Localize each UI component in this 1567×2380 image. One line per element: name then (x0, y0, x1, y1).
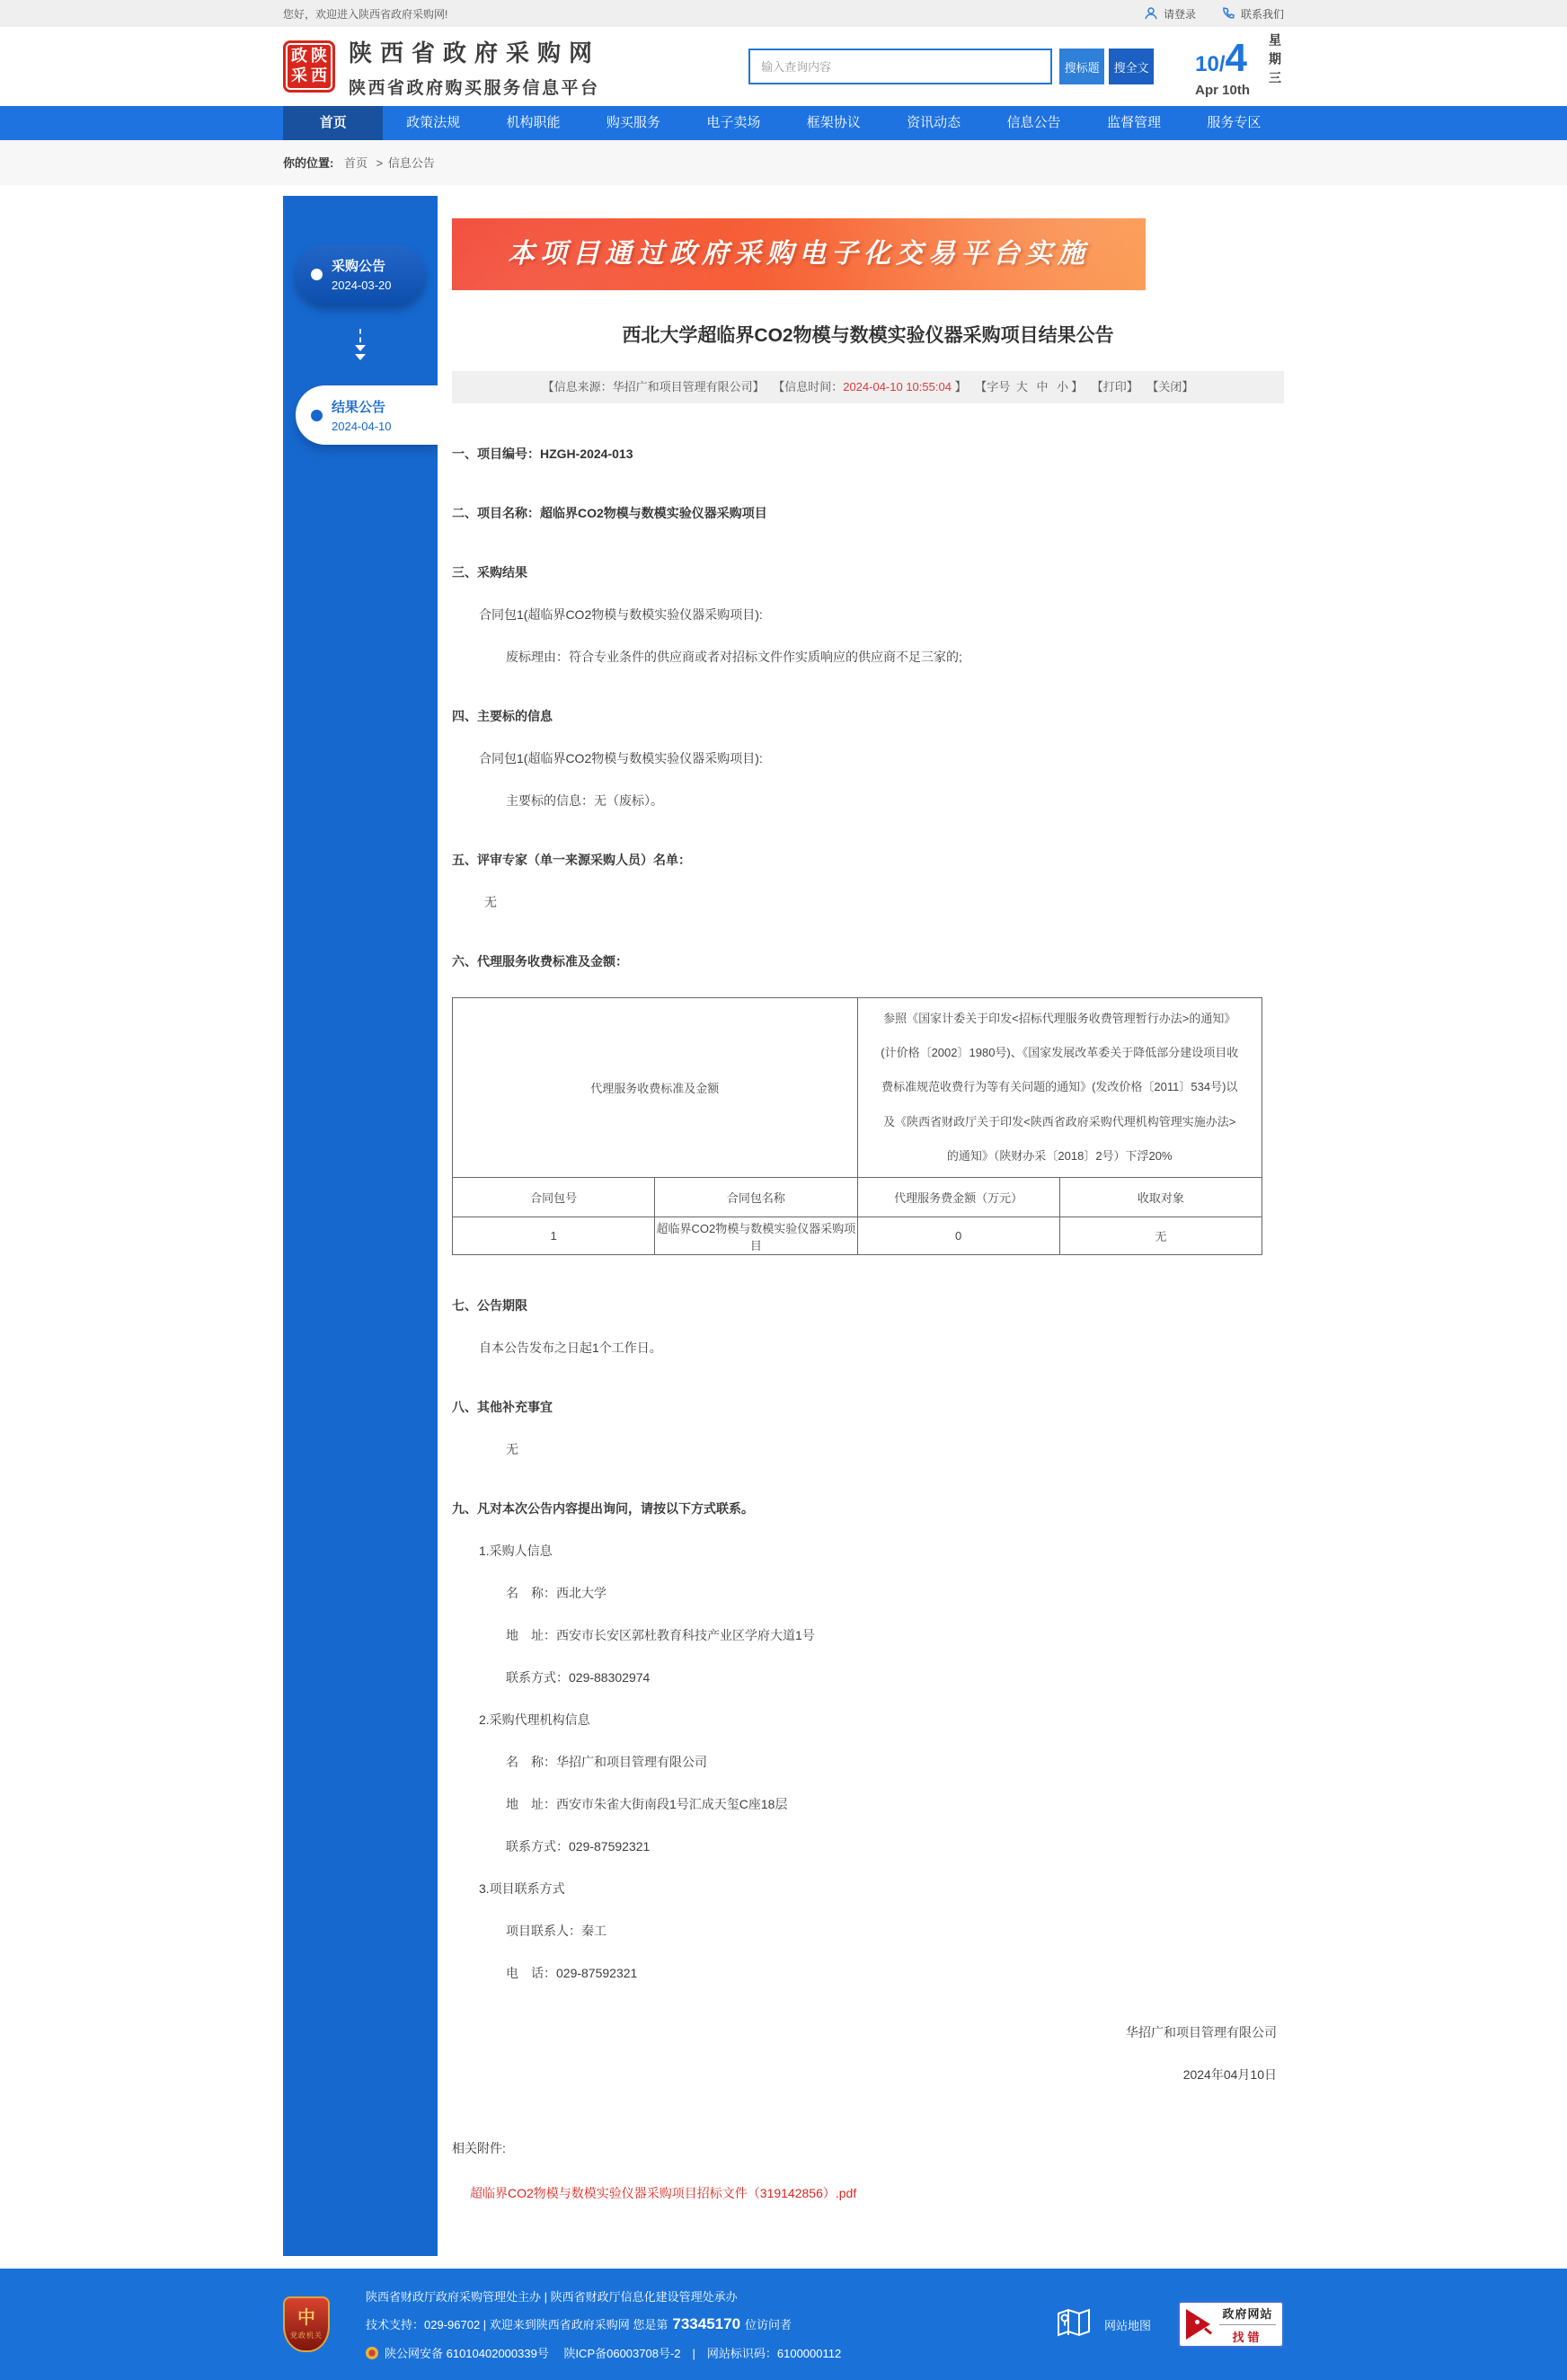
date-month: 10 (1195, 51, 1219, 76)
logo-char: 西 (311, 66, 327, 85)
section-heading: 六、代理服务收费标准及金额： (452, 954, 628, 969)
breadcrumb (283, 154, 1284, 171)
section-heading: 四、主要标的信息 (452, 709, 553, 723)
footer-beian-text: 陕公网安备 61010402000339号 陕ICP备06003708号-2 | 网站标识码：6100000112 (385, 2347, 842, 2360)
date-widget (1195, 33, 1284, 100)
bullet-dot-icon (311, 269, 323, 280)
error-badge-title: 政府网站 (1222, 2306, 1273, 2321)
meta-size-prefix: 【字号 (975, 380, 1011, 394)
section-project-number (452, 445, 1284, 463)
sitemap-label: 网站地图 (1103, 2318, 1151, 2332)
site-name: 陕西省政府采购网 (349, 39, 601, 66)
contact-group-title: 2.采购代理机构信息 (479, 1712, 590, 1727)
meta-time-value: 2024-04-10 10:55:04 (843, 380, 952, 394)
nav-item-purchase-service[interactable]: 购买服务 (606, 115, 660, 130)
user-icon (1144, 6, 1158, 21)
meta-size-suffix: 】 (1071, 380, 1084, 394)
announcement-sidebar (283, 196, 438, 2256)
section-line: 合同包1(超临界CO2物模与数模实验仪器采购项目): (479, 607, 763, 622)
contact-line: 项目联系人：秦工 (506, 1924, 606, 1938)
content-area (283, 196, 1284, 2256)
nav-item-framework[interactable]: 框架协议 (806, 115, 861, 130)
section-heading: 三、采购结果 (452, 565, 527, 580)
contact-line: 电 话：029-87592321 (506, 1966, 638, 1980)
meta-fontsize (975, 380, 1086, 394)
topbar (0, 0, 1567, 27)
notice-meta-bar (452, 371, 1284, 403)
footer-support-line (366, 2315, 841, 2333)
section-contacts (452, 1500, 1284, 1982)
footer-support-suffix: 位访问者 (745, 2318, 792, 2331)
logo-char: 政 (291, 47, 307, 66)
close-button[interactable]: 【关闭】 (1146, 380, 1194, 394)
notice-main (438, 196, 1284, 2256)
nav-item-emall[interactable]: 电子卖场 (706, 115, 761, 130)
sidebar-item-date: 2024-03-20 (332, 279, 392, 292)
bullet-dot-icon (311, 410, 323, 421)
section-project-name (452, 504, 1284, 522)
fontsize-medium-button[interactable]: 中 (1036, 380, 1049, 394)
sidebar-item-date: 2024-04-10 (332, 420, 392, 433)
map-icon (1056, 2306, 1092, 2343)
welcome-text: 您好，欢迎进入陕西省政府采购网! (283, 7, 448, 21)
fee-table-header: 收取对象 (1059, 1178, 1262, 1217)
section-line: 废标理由：符合专业条件的供应商或者对招标文件作实质响应的供应商不足三家的; (506, 650, 962, 664)
breadcrumb-separator: > (376, 156, 384, 170)
breadcrumb-home-link[interactable]: 首页 (343, 156, 367, 170)
attachments (452, 2139, 1284, 2202)
search-title-button[interactable]: 搜标题 (1059, 49, 1104, 84)
contact-line: 名 称：西北大学 (506, 1586, 606, 1600)
table-row (453, 1217, 1262, 1255)
gov-site-error-report-badge[interactable] (1178, 2301, 1284, 2348)
meta-source: 【信息来源：华招广和项目管理有限公司】 (542, 380, 765, 394)
logo-char: 采 (291, 66, 307, 85)
fee-table-merged-label: 代理服务收费标准及金额 (453, 998, 858, 1178)
nav-item-service-zone[interactable]: 服务专区 (1207, 115, 1262, 130)
footer-organizer-line: 陕西省财政厅政府采购管理处主办 | 陕西省财政厅信息化建设管理处承办 (366, 2290, 738, 2304)
weekday-label: 星期三 (1268, 33, 1282, 90)
meta-time-prefix: 【信息时间： (773, 380, 844, 394)
party-gov-shield-icon (283, 2296, 330, 2352)
error-report-logo-icon (1186, 2308, 1213, 2340)
meta-time (773, 380, 969, 394)
section-heading: 九、凡对本次公告内容提出询问，请按以下方式联系。 (452, 1501, 754, 1516)
site-logo[interactable] (283, 35, 600, 99)
fee-table-merged-text: 参照《国家计委关于印发<招标代理服务收费管理暂行办法>的通知》(计价格〔2002〕1980号)、《国家发展改革委关于降低部分建设项目收费标准规范收费行为等有关问题的通知》(发改价格〔2011〕534号)以及《陕西省财政厅关于印发<陕西省政府采购代理机构管理实施办法>的通知》（陕财办采〔2018〕2号）下浮20% (857, 998, 1262, 1178)
sidebar-item-title: 结果公告 (332, 400, 386, 415)
arrow-down-icon (351, 329, 369, 360)
contact-line: 地 址：西安市朱雀大街南段1号汇成天玺C座18层 (506, 1797, 788, 1811)
section-notice-period (452, 1296, 1284, 1357)
site-header (0, 27, 1567, 106)
shield-emblem: 中 (297, 2307, 315, 2328)
section-procurement-result (452, 563, 1284, 666)
nav-item-policy[interactable]: 政策法规 (406, 115, 461, 130)
section-line: 无 (506, 1442, 518, 1456)
signature-date: 2024年04月10日 (1182, 2067, 1277, 2082)
police-badge-icon (366, 2347, 378, 2359)
section-line: 自本公告发布之日起1个工作日。 (479, 1340, 662, 1355)
sitemap-link[interactable] (1056, 2306, 1151, 2343)
fontsize-large-button[interactable]: 大 (1015, 380, 1028, 394)
section-heading: 二、项目名称：超临界CO2物模与数模实验仪器采购项目 (452, 506, 767, 520)
section-line: 主要标的信息：无（废标）。 (506, 793, 663, 808)
shield-label: 党政机关 (290, 2331, 323, 2340)
date-day: 4 (1225, 35, 1248, 80)
signature-block (452, 2023, 1284, 2084)
section-other-matters (452, 1398, 1284, 1458)
site-footer (0, 2269, 1567, 2380)
section-heading: 七、公告期限 (452, 1298, 527, 1313)
logo-seal-icon (283, 40, 335, 93)
date-slash: / (1218, 51, 1226, 76)
logo-char: 陕 (311, 47, 327, 66)
fee-table-header: 合同包号 (453, 1178, 655, 1217)
footer-support-prefix: 技术支持：029-96702 | 欢迎来到陕西省政府采购网 您是第 (366, 2318, 668, 2331)
meta-time-suffix: 】 (954, 380, 967, 394)
signature-company: 华招广和项目管理有限公司 (1126, 2025, 1277, 2039)
platform-banner: 本项目通过政府采购电子化交易平台实施 (452, 218, 1146, 290)
login-label: 请登录 (1163, 7, 1196, 21)
agency-fee-table (452, 997, 1262, 1255)
fee-table-header: 代理服务费金额（万元） (857, 1178, 1059, 1217)
sidebar-item-procurement-notice[interactable] (296, 244, 425, 304)
contact-line: 联系方式：029-88302974 (506, 1670, 651, 1685)
contact-group-title: 1.采购人信息 (479, 1544, 553, 1558)
sidebar-item-title: 采购公告 (332, 259, 386, 274)
login-link[interactable] (1144, 6, 1196, 22)
error-badge-subtitle: 找错 (1219, 2324, 1276, 2345)
search-area (748, 49, 1154, 84)
notice-title: 西北大学超临界CO2物模与数模实验仪器采购项目结果公告 (622, 325, 1114, 346)
section-heading: 五、评审专家（单一来源采购人员）名单： (452, 853, 691, 867)
site-subtitle: 陕西省政府购买服务信息平台 (349, 78, 600, 98)
nav-item-supervision[interactable]: 监督管理 (1106, 115, 1161, 130)
contact-group-title: 3.项目联系方式 (479, 1881, 565, 1896)
contact-line: 联系方式：029-87592321 (506, 1839, 651, 1854)
breadcrumb-band (0, 140, 1567, 185)
section-heading: 一、项目编号：HZGH-2024-013 (452, 447, 633, 461)
contact-line: 地 址：西安市长安区郭杜教育科技产业区学府大道1号 (506, 1628, 815, 1642)
date-english: Apr 10th (1195, 82, 1250, 98)
fee-table-header: 合同包名称 (655, 1178, 857, 1217)
phone-icon (1221, 6, 1235, 21)
print-button[interactable]: 【打印】 (1091, 380, 1138, 394)
attachments-label: 相关附件: (452, 2141, 506, 2155)
section-line: 无 (484, 895, 497, 909)
section-heading: 八、其他补充事宜 (452, 1400, 553, 1414)
contact-label: 联系我们 (1240, 7, 1284, 21)
fee-table-cell: 0 (857, 1217, 1059, 1255)
search-fulltext-button[interactable]: 搜全文 (1109, 49, 1154, 84)
section-main-subject (452, 707, 1284, 810)
fee-table-cell: 1 (453, 1217, 655, 1255)
nav-item-announcements[interactable]: 信息公告 (1006, 115, 1061, 130)
section-agency-fee (452, 952, 1284, 1255)
fontsize-small-button[interactable]: 小 (1057, 380, 1069, 394)
nav-item-news[interactable]: 资讯动态 (907, 115, 961, 130)
section-experts (452, 851, 1284, 911)
sidebar-item-result-notice[interactable] (296, 385, 438, 445)
breadcrumb-current-link[interactable]: 信息公告 (387, 156, 435, 170)
main-nav (0, 106, 1567, 140)
nav-item-home[interactable]: 首页 (283, 106, 383, 140)
visitor-count: 73345170 (672, 2315, 741, 2332)
nav-item-functions[interactable]: 机构职能 (506, 115, 561, 130)
contact-link[interactable] (1221, 6, 1284, 22)
search-input[interactable] (748, 49, 1052, 84)
footer-beian-line (366, 2344, 841, 2361)
fee-table-cell: 无 (1059, 1217, 1262, 1255)
breadcrumb-label: 你的位置: (283, 156, 334, 170)
section-line: 合同包1(超临界CO2物模与数模实验仪器采购项目): (479, 751, 763, 765)
fee-table-cell: 超临界CO2物模与数模实验仪器采购项目 (655, 1217, 857, 1255)
contact-line: 名 称：华招广和项目管理有限公司 (506, 1755, 707, 1769)
attachment-pdf-link[interactable]: 超临界CO2物模与数模实验仪器采购项目招标文件（319142856）.pdf (470, 2186, 857, 2200)
